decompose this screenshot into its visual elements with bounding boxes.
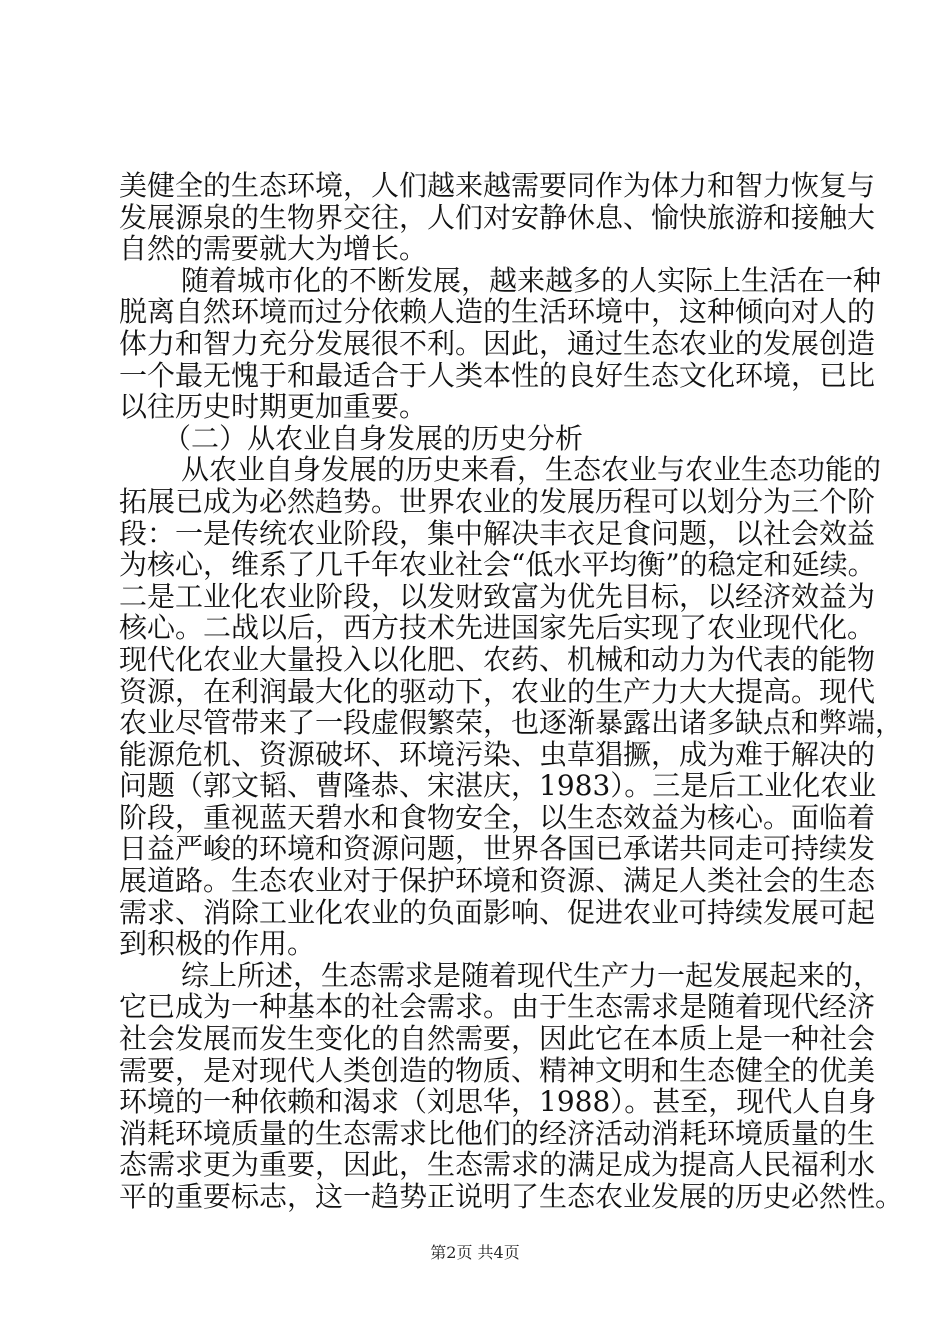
text-line: 态需求更为重要，因此，生态需求的满足成为提高人民福利水 — [119, 1148, 876, 1182]
text-line: 需要，是对现代人类创造的物质、精神文明和生态健全的优美 — [119, 1053, 876, 1087]
text-line: 它已成为一种基本的社会需求。由于生态需求是随着现代经济 — [119, 990, 876, 1024]
paragraph — [119, 958, 904, 1213]
text-line: 自然的需要就大为增长。 — [119, 232, 428, 266]
paragraph — [119, 263, 882, 424]
text-line: 资源，在利润最大化的驱动下，农业的生产力大大提高。现代 — [119, 674, 876, 708]
text-line: 平的重要标志，这一趋势正说明了生态农业发展的历史必然性。 — [119, 1180, 904, 1213]
text-line: 到积极的作用。 — [119, 927, 316, 961]
section-heading-text: （二）从农业自身发展的历史分析 — [163, 421, 584, 455]
text-line: 段：一是传统农业阶段，集中解决丰衣足食问题，以社会效益 — [119, 516, 876, 550]
text-line: 体力和智力充分发展很不利。因此，通过生态农业的发展创造 — [119, 326, 876, 360]
document-body — [119, 169, 904, 1213]
text-line: 以往历史时期更加重要。 — [119, 390, 428, 424]
text-line: 农业尽管带来了一段虚假繁荣，也逐渐暴露出诸多缺点和弊端， — [119, 706, 904, 740]
text-line: 环境的一种依赖和渴求（刘思华，1988）。甚至，现代人自身 — [119, 1085, 877, 1119]
paragraph-continuation — [119, 169, 876, 266]
text-line: 脱离自然环境而过分依赖人造的生活环境中，这种倾向对人的 — [119, 295, 876, 329]
text-line: 现代化农业大量投入以化肥、农药、机械和动力为代表的能物 — [119, 642, 876, 676]
text-line: 展道路。生态农业对于保护环境和资源、满足人类社会的生态 — [119, 864, 876, 898]
text-line: 从农业自身发展的历史来看，生态农业与农业生态功能的 — [181, 453, 882, 487]
text-line: 拓展已成为必然趋势。世界农业的发展历程可以划分为三个阶 — [119, 484, 876, 518]
section-heading — [119, 423, 831, 455]
text-line: 一个最无愧于和最适合于人类本性的良好生态文化环境，已比 — [119, 358, 876, 392]
text-line: 随着城市化的不断发展，越来越多的人实际上生活在一种 — [181, 263, 882, 297]
text-line: 发展源泉的生物界交往，人们对安静休息、愉快旅游和接触大 — [119, 200, 876, 234]
paragraph — [119, 453, 904, 961]
text-line: 社会发展而发生变化的自然需要，因此它在本质上是一种社会 — [119, 1022, 876, 1056]
text-line: 日益严峻的环境和资源问题，世界各国已承诺共同走可持续发 — [119, 832, 876, 866]
text-line: 问题（郭文韬、曹隆恭、宋湛庆，1983）。三是后工业化农业 — [119, 769, 877, 803]
page-number-footer: 第2页 共4页 — [430, 1243, 520, 1262]
text-line: 二是工业化农业阶段，以发财致富为优先目标，以经济效益为 — [119, 579, 876, 613]
text-line: 美健全的生态环境，人们越来越需要同作为体力和智力恢复与 — [119, 169, 876, 202]
text-line: 能源危机、资源破坏、环境污染、虫草猖撅，成为难于解决的 — [119, 737, 876, 771]
text-line: 为核心，维系了几千年农业社会“低水平均衡”的稳定和延续。 — [119, 548, 876, 582]
text-line: 需求、消除工业化农业的负面影响、促进农业可持续发展可起 — [119, 895, 876, 929]
text-line: 核心。二战以后，西方技术先进国家先后实现了农业现代化。 — [119, 611, 876, 645]
text-line: 综上所述，生态需求是随着现代生产力一起发展起来的， — [181, 958, 882, 992]
text-line: 阶段，重视蓝天碧水和食物安全，以生态效益为核心。面临着 — [119, 800, 876, 834]
text-line: 消耗环境质量的生态需求比他们的经济活动消耗环境质量的生 — [119, 1116, 876, 1150]
